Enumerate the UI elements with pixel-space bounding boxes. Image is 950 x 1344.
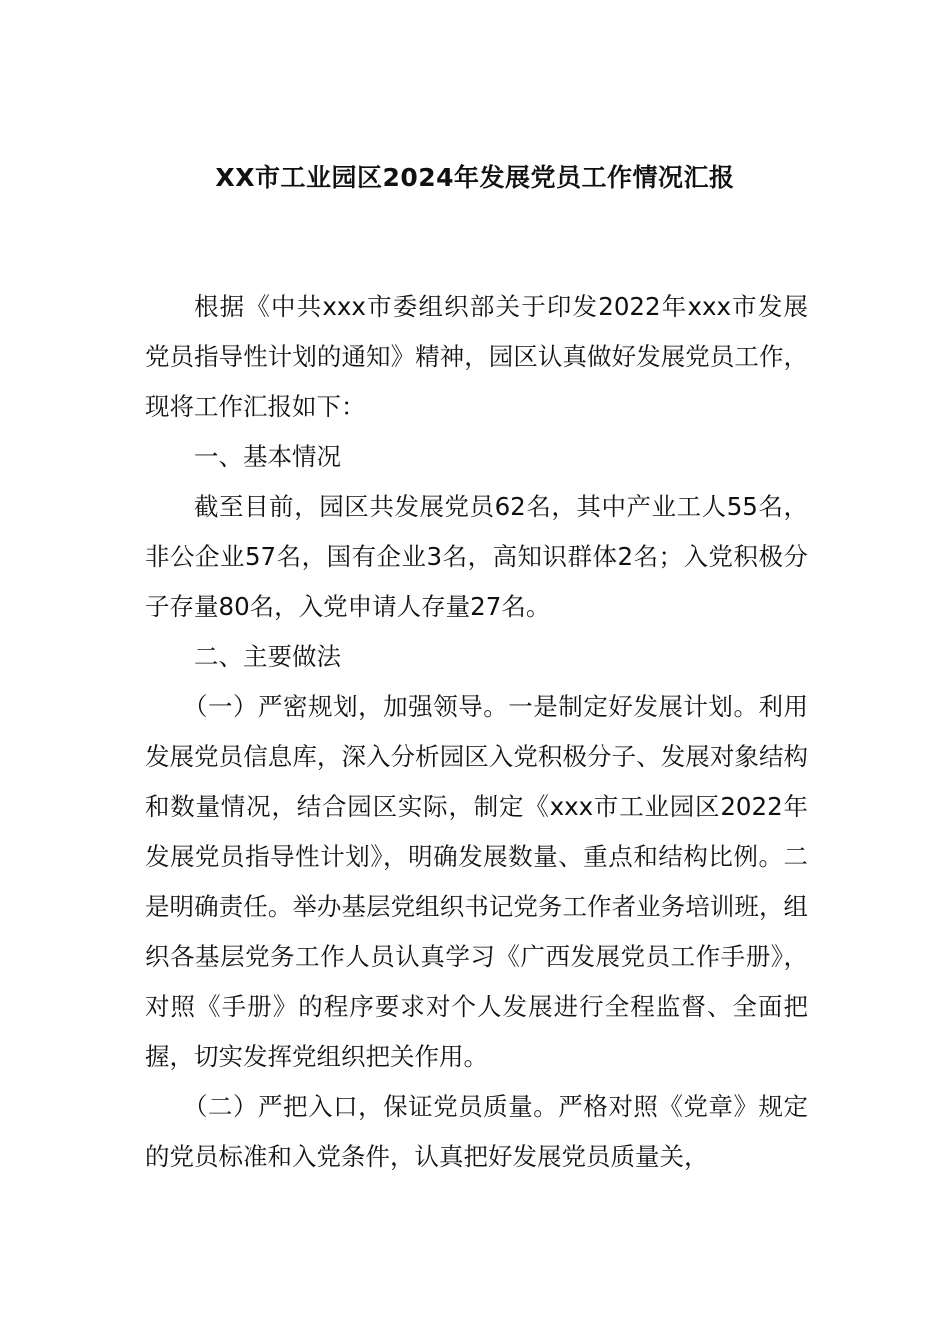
- basic-situation-paragraph: 截至目前，园区共发展党员62名，其中产业工人55名，非公企业57名，国有企业3名，高知识群体2名；入党积极分子存量80名，入党申请人存量27名。: [145, 492, 808, 621]
- document-body: [145, 282, 808, 1182]
- intro-paragraph: 根据《中共xxx市委组织部关于印发2022年xxx市发展党员指导性计划的通知》精神，园区认真做好发展党员工作，现将工作汇报如下：: [145, 292, 808, 421]
- section-heading-main-practices: 二、主要做法: [194, 642, 341, 671]
- section-heading-basic-situation: 一、基本情况: [194, 442, 341, 471]
- practice-paragraph-2: （二）严把入口，保证党员质量。严格对照《党章》规定的党员标准和入党条件，认真把好发展党员质量关，: [145, 1092, 808, 1171]
- document-title: XX市工业园区2024年发展党员工作情况汇报: [215, 163, 735, 192]
- practice-paragraph-1: （一）严密规划，加强领导。一是制定好发展计划。利用发展党员信息库，深入分析园区入党积极分子、发展对象结构和数量情况，结合园区实际，制定《xxx市工业园区2022年发展党员指导性计划》，明确发展数量、重点和结构比例。二是明确责任。举办基层党组织书记党务工作者业务培训班，组织各基层党务工作人员认真学习《广西发展党员工作手册》，对照《手册》的程序要求对个人发展进行全程监督、全面把握，切实发挥党组织把关作用。: [145, 692, 808, 1071]
